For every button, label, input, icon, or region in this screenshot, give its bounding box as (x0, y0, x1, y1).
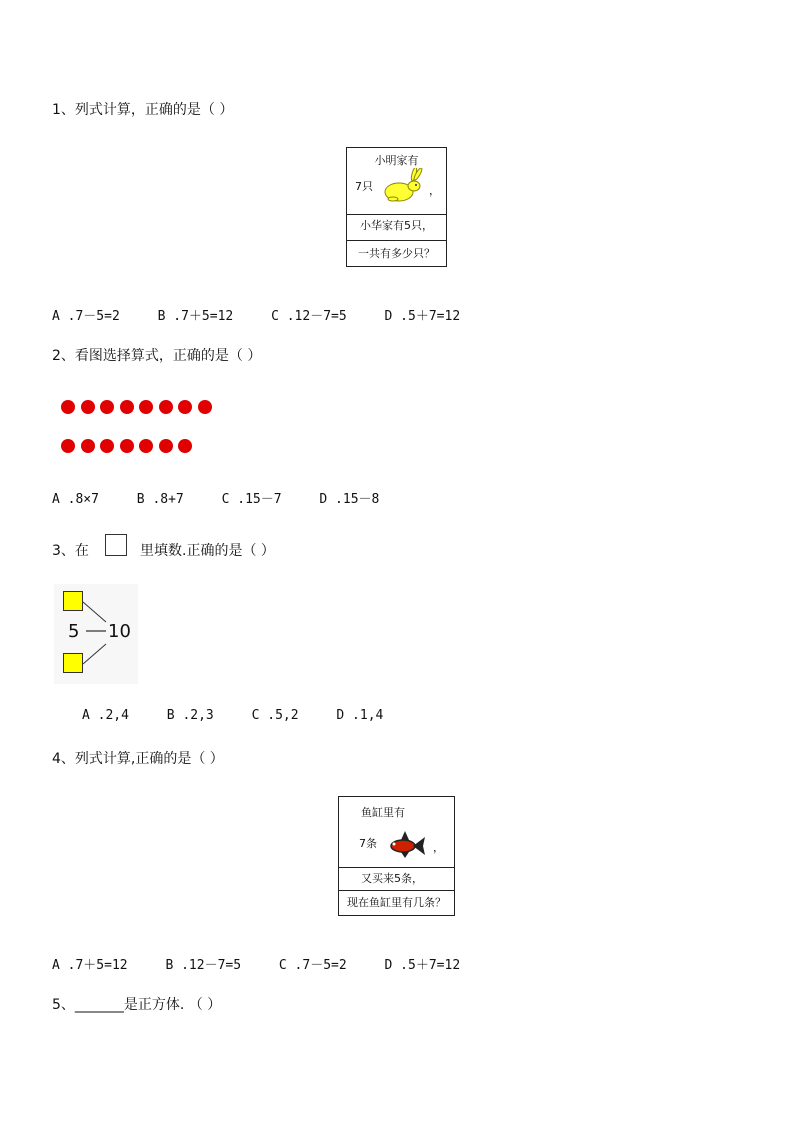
red-dot (198, 400, 212, 414)
question-3-prompt-after: 里填数.正确的是（ ） (140, 543, 275, 559)
box-line4: 一共有多少只？ (347, 240, 446, 267)
box-comma: ， (429, 184, 440, 197)
option-a[interactable]: A .8×7 (52, 492, 99, 507)
diagram-right-number: 10 (108, 621, 131, 642)
blank-box-icon (105, 534, 127, 556)
box-line3: 又买来5条， (339, 867, 454, 890)
dots-row-1 (61, 399, 217, 415)
red-dot (120, 439, 134, 453)
option-c[interactable]: C .7－5=2 (278, 958, 347, 973)
red-dot (120, 400, 134, 414)
option-a[interactable]: A .2,4 (82, 708, 129, 723)
box-line2: 7只 (355, 180, 373, 193)
option-b[interactable]: B .2,3 (166, 708, 214, 723)
red-dot (178, 400, 192, 414)
question-1-picture-box (346, 147, 447, 267)
option-c[interactable]: C .12－7=5 (271, 309, 347, 324)
box-top-cell (339, 797, 454, 867)
box-comma: ， (433, 841, 444, 854)
option-c[interactable]: C .5,2 (251, 708, 299, 723)
option-d[interactable]: D .5＋7=12 (384, 309, 461, 324)
box-top-cell (347, 148, 446, 214)
question-4-picture-box (338, 796, 455, 916)
red-dot (100, 400, 114, 414)
option-b[interactable]: B .12－7=5 (165, 958, 242, 973)
option-d[interactable]: D .5＋7=12 (384, 958, 461, 973)
option-a[interactable]: A .7＋5=12 (52, 958, 128, 973)
box-line3: 小华家有5只， (347, 214, 446, 240)
option-b[interactable]: B .7＋5=12 (157, 309, 234, 324)
red-dot (139, 400, 153, 414)
diagram-left-number: 5 (68, 621, 80, 642)
red-dot (139, 439, 153, 453)
question-3-options (82, 708, 413, 723)
question-4-options (52, 954, 490, 973)
option-b[interactable]: B .8+7 (136, 492, 184, 507)
number-split-diagram (54, 584, 138, 684)
question-2-prompt: 2、看图选择算式，正确的是（ ） (52, 348, 262, 364)
box-line1: 小明家有 (374, 154, 419, 167)
question-1-options (52, 305, 490, 324)
question-4-prompt: 4、列式计算,正确的是（ ） (52, 751, 224, 767)
red-dot (159, 439, 173, 453)
question-2-options (52, 488, 409, 507)
red-dot (178, 439, 192, 453)
dots-row-2 (61, 438, 198, 454)
question-5-prompt: 5、_______是正方体. （ ） (52, 997, 222, 1013)
box-line4: 现在鱼缸里有几条？ (339, 890, 454, 915)
red-dot (81, 400, 95, 414)
fish-icon (383, 829, 429, 859)
red-dot (159, 400, 173, 414)
red-dot (100, 439, 114, 453)
option-a[interactable]: A .7－5=2 (52, 309, 120, 324)
option-d[interactable]: D .1,4 (336, 708, 384, 723)
red-dot (81, 439, 95, 453)
red-dot (61, 400, 75, 414)
option-d[interactable]: D .15－8 (319, 492, 380, 507)
question-3-prompt-before: 3、在 (52, 543, 89, 559)
red-dot (61, 439, 75, 453)
box-line1: 鱼缸里有 (361, 806, 405, 819)
option-c[interactable]: C .15－7 (221, 492, 282, 507)
question-1-prompt: 1、列式计算，正确的是（ ） (52, 102, 234, 118)
box-line2: 7条 (359, 837, 377, 850)
rabbit-icon (381, 168, 425, 204)
